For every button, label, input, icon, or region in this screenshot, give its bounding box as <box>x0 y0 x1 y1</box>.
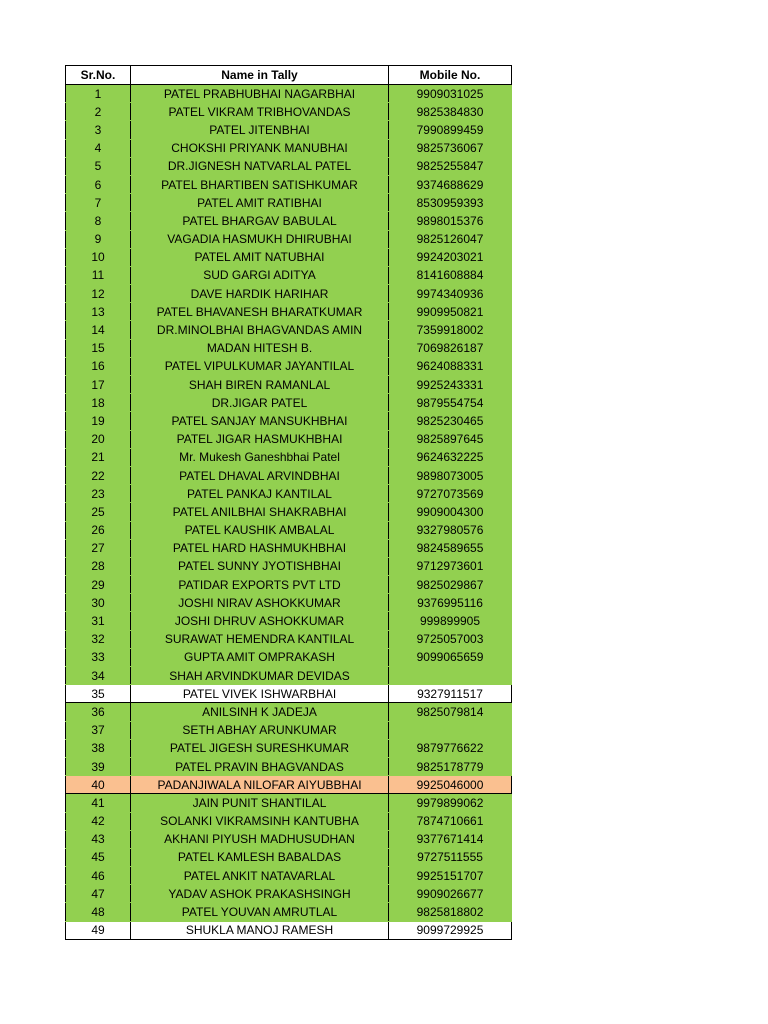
cell-mobile[interactable]: 9374688629 <box>389 175 512 193</box>
cell-sr-no[interactable]: 33 <box>66 648 131 666</box>
cell-name[interactable]: DR.MINOLBHAI BHAGVANDAS AMIN <box>131 321 389 339</box>
cell-mobile[interactable] <box>389 667 512 685</box>
cell-mobile[interactable]: 9825736067 <box>389 139 512 157</box>
cell-sr-no[interactable]: 10 <box>66 248 131 266</box>
cell-sr-no[interactable]: 21 <box>66 448 131 466</box>
cell-sr-no[interactable]: 28 <box>66 557 131 575</box>
cell-name[interactable]: SOLANKI VIKRAMSINH KANTUBHA <box>131 812 389 830</box>
cell-name[interactable]: SURAWAT HEMENDRA KANTILAL <box>131 630 389 648</box>
cell-mobile[interactable]: 9825897645 <box>389 430 512 448</box>
table-row <box>66 157 512 175</box>
cell-name[interactable]: PATEL ANILBHAI SHAKRABHAI <box>131 503 389 521</box>
cell-mobile[interactable]: 999899905 <box>389 612 512 630</box>
cell-mobile[interactable]: 9376995116 <box>389 594 512 612</box>
cell-name[interactable]: SHAH ARVINDKUMAR DEVIDAS <box>131 667 389 685</box>
table-row <box>66 612 512 630</box>
cell-sr-no[interactable]: 39 <box>66 757 131 775</box>
table-row <box>66 812 512 830</box>
table-row <box>66 212 512 230</box>
table-row <box>66 376 512 394</box>
cell-sr-no[interactable]: 12 <box>66 285 131 303</box>
cell-name[interactable]: SHUKLA MANOJ RAMESH <box>131 921 389 939</box>
cell-name[interactable]: PATEL BHAVANESH BHARATKUMAR <box>131 303 389 321</box>
cell-name[interactable]: CHOKSHI PRIYANK MANUBHAI <box>131 139 389 157</box>
table-row <box>66 230 512 248</box>
cell-mobile[interactable]: 9909950821 <box>389 303 512 321</box>
cell-name[interactable]: JOSHI NIRAV ASHOKKUMAR <box>131 594 389 612</box>
cell-sr-no[interactable]: 14 <box>66 321 131 339</box>
table-row <box>66 321 512 339</box>
cell-sr-no[interactable]: 48 <box>66 903 131 921</box>
cell-name[interactable]: PATEL ANKIT NATAVARLAL <box>131 867 389 885</box>
cell-name[interactable]: PATEL AMIT RATIBHAI <box>131 194 389 212</box>
cell-sr-no[interactable]: 35 <box>66 685 131 703</box>
header-mobile-no[interactable]: Mobile No. <box>389 66 512 85</box>
cell-mobile[interactable]: 7069826187 <box>389 339 512 357</box>
cell-sr-no[interactable]: 3 <box>66 121 131 139</box>
cell-sr-no[interactable]: 42 <box>66 812 131 830</box>
cell-name[interactable]: PATEL JIGESH SURESHKUMAR <box>131 739 389 757</box>
table-row <box>66 503 512 521</box>
cell-name[interactable]: PATEL AMIT NATUBHAI <box>131 248 389 266</box>
header-name-in-tally[interactable]: Name in Tally <box>131 66 389 85</box>
cell-sr-no[interactable]: 47 <box>66 885 131 903</box>
cell-mobile[interactable]: 9879554754 <box>389 394 512 412</box>
cell-sr-no[interactable]: 34 <box>66 667 131 685</box>
cell-name[interactable]: VAGADIA HASMUKH DHIRUBHAI <box>131 230 389 248</box>
cell-name[interactable]: PADANJIWALA NILOFAR AIYUBBHAI <box>131 776 389 794</box>
cell-sr-no[interactable]: 16 <box>66 357 131 375</box>
header-sr-no[interactable]: Sr.No. <box>66 66 131 85</box>
table-row <box>66 630 512 648</box>
cell-sr-no[interactable]: 6 <box>66 175 131 193</box>
cell-mobile[interactable]: 9327911517 <box>389 685 512 703</box>
table-row <box>66 794 512 812</box>
cell-mobile[interactable]: 9825255847 <box>389 157 512 175</box>
cell-name[interactable]: PATEL PRABHUBHAI NAGARBHAI <box>131 85 389 103</box>
table-row <box>66 703 512 721</box>
cell-mobile[interactable]: 9974340936 <box>389 285 512 303</box>
cell-sr-no[interactable]: 13 <box>66 303 131 321</box>
cell-name[interactable]: YADAV ASHOK PRAKASHSINGH <box>131 885 389 903</box>
table-row <box>66 867 512 885</box>
cell-mobile[interactable]: 7990899459 <box>389 121 512 139</box>
cell-mobile[interactable]: 9979899062 <box>389 794 512 812</box>
cell-name[interactable]: GUPTA AMIT OMPRAKASH <box>131 648 389 666</box>
header-row <box>66 66 512 85</box>
table-row <box>66 903 512 921</box>
cell-sr-no[interactable]: 49 <box>66 921 131 939</box>
cell-name[interactable]: PATEL VIVEK ISHWARBHAI <box>131 685 389 703</box>
cell-mobile[interactable]: 8530959393 <box>389 194 512 212</box>
cell-sr-no[interactable]: 26 <box>66 521 131 539</box>
cell-sr-no[interactable]: 31 <box>66 612 131 630</box>
tally-table <box>65 65 512 940</box>
cell-sr-no[interactable]: 18 <box>66 394 131 412</box>
cell-mobile[interactable]: 9725057003 <box>389 630 512 648</box>
cell-name[interactable]: SETH ABHAY ARUNKUMAR <box>131 721 389 739</box>
table-row <box>66 830 512 848</box>
table-row <box>66 485 512 503</box>
cell-mobile[interactable]: 9825126047 <box>389 230 512 248</box>
cell-name[interactable]: PATEL PANKAJ KANTILAL <box>131 485 389 503</box>
cell-sr-no[interactable]: 20 <box>66 430 131 448</box>
table-row <box>66 557 512 575</box>
cell-name[interactable]: PATEL HARD HASHMUKHBHAI <box>131 539 389 557</box>
cell-mobile[interactable]: 9377671414 <box>389 830 512 848</box>
cell-mobile[interactable]: 9898073005 <box>389 466 512 484</box>
cell-mobile[interactable]: 9909026677 <box>389 885 512 903</box>
cell-sr-no[interactable]: 27 <box>66 539 131 557</box>
cell-sr-no[interactable]: 17 <box>66 376 131 394</box>
cell-sr-no[interactable]: 1 <box>66 85 131 103</box>
table-row <box>66 103 512 121</box>
cell-name[interactable]: PATEL VIPULKUMAR JAYANTILAL <box>131 357 389 375</box>
cell-sr-no[interactable]: 8 <box>66 212 131 230</box>
cell-name[interactable]: ANILSINH K JADEJA <box>131 703 389 721</box>
cell-mobile[interactable]: 9727511555 <box>389 848 512 866</box>
table-row <box>66 757 512 775</box>
table-row <box>66 466 512 484</box>
cell-name[interactable]: PATEL BHARTIBEN SATISHKUMAR <box>131 175 389 193</box>
cell-name[interactable]: AKHANI PIYUSH MADHUSUDHAN <box>131 830 389 848</box>
table-row <box>66 357 512 375</box>
table-row <box>66 266 512 284</box>
cell-mobile[interactable]: 9925046000 <box>389 776 512 794</box>
cell-name[interactable]: JAIN PUNIT SHANTILAL <box>131 794 389 812</box>
cell-sr-no[interactable]: 46 <box>66 867 131 885</box>
cell-name[interactable]: PATEL KAUSHIK AMBALAL <box>131 521 389 539</box>
table-row <box>66 339 512 357</box>
table-row <box>66 139 512 157</box>
cell-mobile[interactable]: 9624088331 <box>389 357 512 375</box>
table-row <box>66 412 512 430</box>
table-row <box>66 303 512 321</box>
cell-name[interactable]: SHAH BIREN RAMANLAL <box>131 376 389 394</box>
table-row <box>66 739 512 757</box>
table-row <box>66 776 512 794</box>
table-row <box>66 685 512 703</box>
table-row <box>66 85 512 103</box>
cell-name[interactable]: PATEL PRAVIN BHAGVANDAS <box>131 757 389 775</box>
cell-mobile[interactable]: 7359918002 <box>389 321 512 339</box>
cell-name[interactable]: PATEL JIGAR HASMUKHBHAI <box>131 430 389 448</box>
cell-sr-no[interactable]: 25 <box>66 503 131 521</box>
table-row <box>66 121 512 139</box>
cell-mobile[interactable]: 9909004300 <box>389 503 512 521</box>
cell-sr-no[interactable]: 19 <box>66 412 131 430</box>
cell-name[interactable]: Mr. Mukesh Ganeshbhai Patel <box>131 448 389 466</box>
cell-mobile[interactable]: 8141608884 <box>389 266 512 284</box>
cell-mobile[interactable]: 9824589655 <box>389 539 512 557</box>
cell-sr-no[interactable]: 2 <box>66 103 131 121</box>
table-row <box>66 721 512 739</box>
cell-sr-no[interactable]: 40 <box>66 776 131 794</box>
cell-name[interactable]: PATEL YOUVAN AMRUTLAL <box>131 903 389 921</box>
cell-sr-no[interactable]: 7 <box>66 194 131 212</box>
table-row <box>66 667 512 685</box>
cell-sr-no[interactable]: 15 <box>66 339 131 357</box>
cell-name[interactable]: MADAN HITESH B. <box>131 339 389 357</box>
table-row <box>66 521 512 539</box>
cell-sr-no[interactable]: 5 <box>66 157 131 175</box>
cell-mobile[interactable]: 9879776622 <box>389 739 512 757</box>
cell-name[interactable]: PATEL SANJAY MANSUKHBHAI <box>131 412 389 430</box>
cell-mobile[interactable]: 9825818802 <box>389 903 512 921</box>
cell-mobile[interactable]: 9925151707 <box>389 867 512 885</box>
cell-sr-no[interactable]: 9 <box>66 230 131 248</box>
table-row <box>66 648 512 666</box>
table-row <box>66 576 512 594</box>
cell-mobile[interactable]: 9624632225 <box>389 448 512 466</box>
cell-sr-no[interactable]: 41 <box>66 794 131 812</box>
table-row <box>66 430 512 448</box>
cell-sr-no[interactable]: 45 <box>66 848 131 866</box>
table-row <box>66 921 512 939</box>
cell-name[interactable]: PATEL DHAVAL ARVINDBHAI <box>131 466 389 484</box>
cell-sr-no[interactable]: 32 <box>66 630 131 648</box>
table-row <box>66 394 512 412</box>
cell-mobile[interactable]: 9925243331 <box>389 376 512 394</box>
cell-mobile[interactable]: 9825230465 <box>389 412 512 430</box>
cell-mobile[interactable]: 9712973601 <box>389 557 512 575</box>
cell-sr-no[interactable]: 23 <box>66 485 131 503</box>
cell-name[interactable]: PATEL VIKRAM TRIBHOVANDAS <box>131 103 389 121</box>
cell-name[interactable]: PATEL KAMLESH BABALDAS <box>131 848 389 866</box>
cell-sr-no[interactable]: 30 <box>66 594 131 612</box>
cell-mobile[interactable]: 9924203021 <box>389 248 512 266</box>
cell-mobile[interactable]: 9825029867 <box>389 576 512 594</box>
cell-name[interactable]: SUD GARGI ADITYA <box>131 266 389 284</box>
table-body <box>66 85 512 940</box>
cell-sr-no[interactable]: 11 <box>66 266 131 284</box>
cell-mobile[interactable]: 9327980576 <box>389 521 512 539</box>
cell-name[interactable]: PATEL JITENBHAI <box>131 121 389 139</box>
cell-sr-no[interactable]: 37 <box>66 721 131 739</box>
cell-sr-no[interactable]: 36 <box>66 703 131 721</box>
table-row <box>66 448 512 466</box>
cell-mobile[interactable]: 9825384830 <box>389 103 512 121</box>
cell-mobile[interactable]: 9898015376 <box>389 212 512 230</box>
cell-mobile[interactable]: 9727073569 <box>389 485 512 503</box>
table-row <box>66 885 512 903</box>
cell-mobile[interactable]: 9099065659 <box>389 648 512 666</box>
cell-mobile[interactable]: 7874710661 <box>389 812 512 830</box>
cell-name[interactable]: DR.JIGNESH NATVARLAL PATEL <box>131 157 389 175</box>
cell-sr-no[interactable]: 38 <box>66 739 131 757</box>
spreadsheet-sheet <box>65 65 512 940</box>
table-row <box>66 594 512 612</box>
cell-mobile[interactable]: 9825079814 <box>389 703 512 721</box>
cell-sr-no[interactable]: 43 <box>66 830 131 848</box>
cell-name[interactable]: JOSHI DHRUV ASHOKKUMAR <box>131 612 389 630</box>
cell-name[interactable]: DAVE HARDIK HARIHAR <box>131 285 389 303</box>
table-row <box>66 539 512 557</box>
cell-mobile[interactable]: 9099729925 <box>389 921 512 939</box>
cell-name[interactable]: PATIDAR EXPORTS PVT LTD <box>131 576 389 594</box>
cell-name[interactable]: PATEL BHARGAV BABULAL <box>131 212 389 230</box>
cell-sr-no[interactable]: 22 <box>66 466 131 484</box>
table-row <box>66 175 512 193</box>
cell-mobile[interactable]: 9825178779 <box>389 757 512 775</box>
table-row <box>66 285 512 303</box>
cell-name[interactable]: PATEL SUNNY JYOTISHBHAI <box>131 557 389 575</box>
cell-mobile[interactable]: 9909031025 <box>389 85 512 103</box>
cell-name[interactable]: DR.JIGAR PATEL <box>131 394 389 412</box>
table-row <box>66 194 512 212</box>
cell-mobile[interactable] <box>389 721 512 739</box>
cell-sr-no[interactable]: 4 <box>66 139 131 157</box>
table-row <box>66 848 512 866</box>
table-row <box>66 248 512 266</box>
cell-sr-no[interactable]: 29 <box>66 576 131 594</box>
